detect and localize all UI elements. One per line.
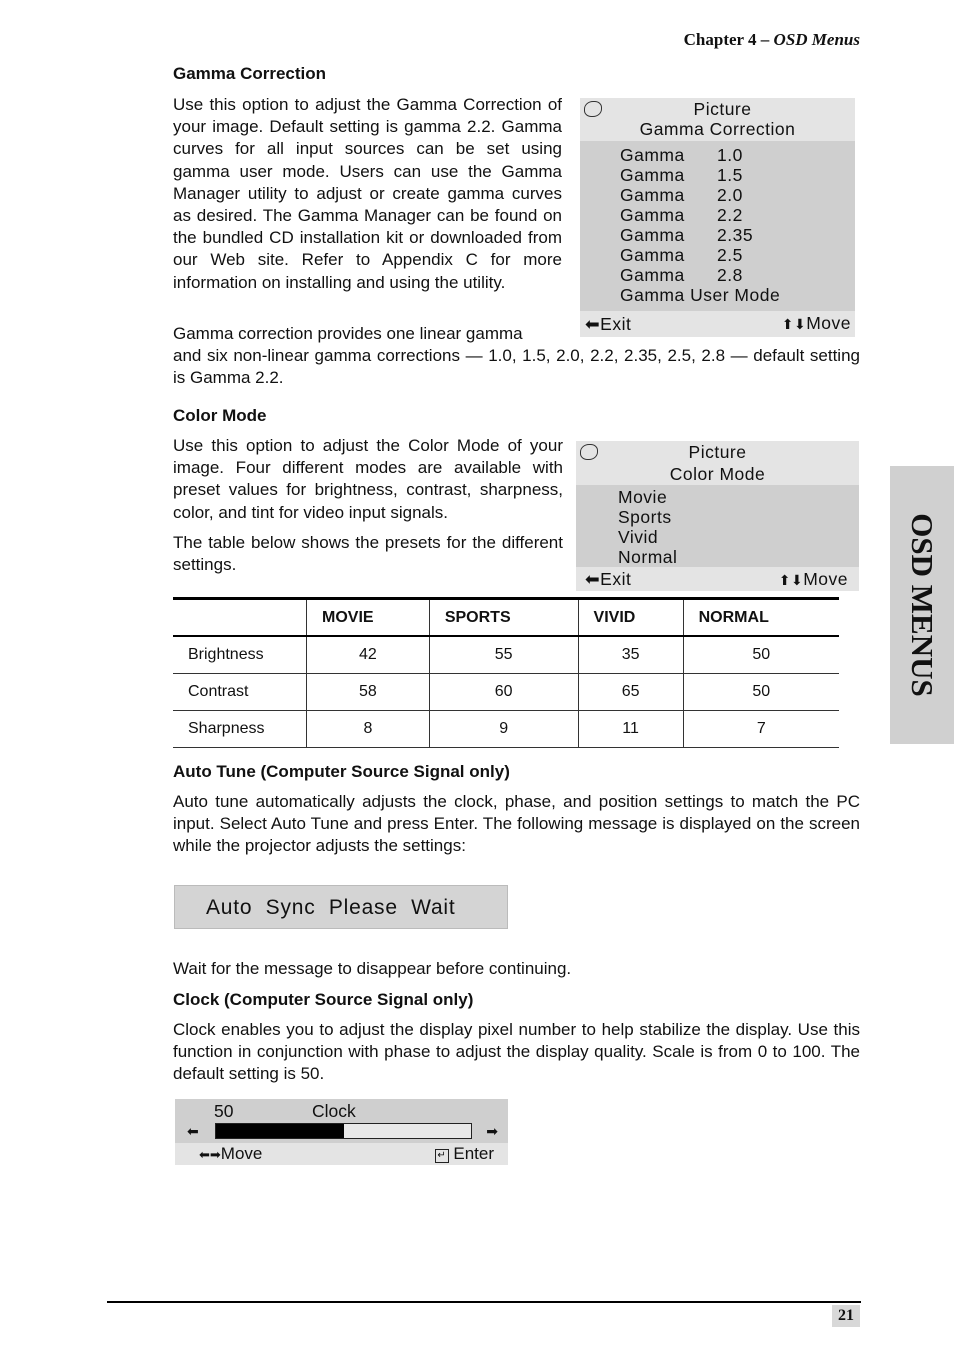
gamma-options-list <box>580 141 855 311</box>
auto-tune-paragraph: Auto tune automatically adjusts the clock, phase, and position settings to match the PC input. Select Auto Tune and press Enter. The following message is displayed on the screen while the projector adjusts the settings: <box>173 792 860 856</box>
move-hint: ⬅➡Move <box>199 1144 263 1163</box>
color-mode-osd-menu <box>576 441 859 591</box>
gamma-option[interactable]: Gamma 1.0 <box>620 145 743 165</box>
table-cell: 8 <box>307 711 430 748</box>
gamma-heading: Gamma Correction <box>173 64 327 83</box>
gamma-option[interactable]: Gamma 2.35 <box>620 225 754 245</box>
color-mode-option[interactable]: Movie <box>618 487 668 507</box>
color-mode-option[interactable]: Vivid <box>618 527 659 547</box>
table-cell: 42 <box>307 636 430 674</box>
table-header-row <box>173 599 839 637</box>
clock-slider-fill <box>216 1124 344 1138</box>
gamma-user-mode-option[interactable]: Gamma User Mode <box>620 285 781 305</box>
gamma-osd-menu <box>580 98 855 336</box>
enter-key-icon: ↵ <box>435 1149 449 1163</box>
clock-label: Clock <box>312 1101 356 1121</box>
color-mode-paragraph-2: The table below shows the presets for the different settings. <box>173 533 563 575</box>
gamma-option[interactable]: Gamma 2.8 <box>620 265 743 285</box>
gamma-option[interactable]: Gamma 2.2 <box>620 205 743 225</box>
clock-slider-track[interactable] <box>215 1123 472 1139</box>
left-right-arrows-icon: ⬅➡ <box>199 1147 221 1162</box>
gamma-option[interactable]: Gamma 2.5 <box>620 245 743 265</box>
gamma-paragraph-1: Use this option to adjust the Gamma Correction of your image. Default setting is gamma 2.2. Gamma curves for all input sources can be set using gamma user mode. Users can use the Gamma Manager utility to adjust or create gamma curves as desired. The Gamma Manager can be found on the bundled CD installation kit or downloaded from our Web site. Refer to Appendix C for more information on installing and using the utility. <box>173 95 562 292</box>
table-row <box>173 636 839 674</box>
table-cell: Sharpness <box>173 711 307 748</box>
palette-icon <box>580 444 598 460</box>
osd-subtitle: Gamma Correction <box>639 119 796 139</box>
clock-value: 50 <box>214 1101 234 1121</box>
color-mode-heading: Color Mode <box>173 406 267 425</box>
clock-paragraph: Clock enables you to adjust the display pixel number to help stabilize the display. Use this function in conjunction with phase to adjust the display quality. Scale is from 0 to 100. The default setting is 50. <box>173 1020 860 1084</box>
table-header-cell <box>173 599 307 637</box>
osd-header <box>576 441 859 485</box>
osd-title: Picture <box>693 99 752 119</box>
enter-hint: ↵ Enter <box>435 1144 494 1164</box>
table-header-cell: NORMAL <box>683 599 839 637</box>
osd-footer <box>576 567 859 591</box>
side-tab-label: OSD MENUS <box>905 513 940 697</box>
left-arrow-icon: ⬅ <box>585 314 601 334</box>
table-cell: 50 <box>683 674 839 711</box>
table-header-cell: VIVID <box>578 599 683 637</box>
table-header-cell: SPORTS <box>429 599 578 637</box>
auto-tune-heading: Auto Tune (Computer Source Signal only) <box>173 762 510 781</box>
footer-rule <box>107 1301 861 1303</box>
chapter-label: Chapter 4 – <box>683 30 770 49</box>
table-cell: Contrast <box>173 674 307 711</box>
table-cell: 50 <box>683 636 839 674</box>
auto-sync-message: Auto Sync Please Wait <box>206 896 456 919</box>
auto-tune-wait-note: Wait for the message to disappear before continuing. <box>173 959 572 978</box>
table-cell: 55 <box>429 636 578 674</box>
page-number: 21 <box>832 1305 860 1327</box>
color-mode-option[interactable]: Normal <box>618 547 678 567</box>
osd-footer <box>175 1143 508 1165</box>
table-cell: Brightness <box>173 636 307 674</box>
osd-header <box>580 98 855 141</box>
table-row <box>173 711 839 748</box>
auto-sync-message-box <box>174 885 508 929</box>
color-mode-options-list <box>576 485 859 567</box>
gamma-option[interactable]: Gamma 1.5 <box>620 165 743 185</box>
osd-footer <box>580 311 855 337</box>
up-down-arrows-icon: ⬆⬇ <box>778 572 804 588</box>
table-cell: 65 <box>578 674 683 711</box>
color-mode-paragraph-1: Use this option to adjust the Color Mode of your image. Four different modes are available with preset values for brightness, contrast, sharpness, color, and tint for video input signals. <box>173 436 563 522</box>
up-down-arrows-icon: ⬆⬇ <box>781 316 807 332</box>
right-arrow-icon[interactable]: ➡ <box>486 1123 498 1139</box>
clock-heading: Clock (Computer Source Signal only) <box>173 990 474 1009</box>
gamma-paragraph-2a: Gamma correction provides one linear gamma <box>173 324 523 343</box>
running-header <box>684 30 860 50</box>
table-cell: 9 <box>429 711 578 748</box>
table-cell: 11 <box>578 711 683 748</box>
clock-osd-slider <box>175 1099 508 1165</box>
section-side-tab <box>890 466 954 744</box>
gamma-option[interactable]: Gamma 2.0 <box>620 185 743 205</box>
exit-hint: ⬅Exit <box>585 314 632 334</box>
left-arrow-icon[interactable]: ⬅ <box>187 1123 199 1139</box>
table-cell: 7 <box>683 711 839 748</box>
gamma-paragraph-2b: and six non-linear gamma corrections — 1.0, 1.5, 2.0, 2.2, 2.35, 2.5, 2.8 — default setting is Gamma 2.2. <box>173 346 860 388</box>
osd-title: Picture <box>688 442 747 462</box>
table-row <box>173 674 839 711</box>
move-hint: ⬆⬇Move <box>778 569 848 589</box>
move-hint: ⬆⬇Move <box>781 313 851 333</box>
exit-hint: ⬅Exit <box>585 569 632 589</box>
palette-icon <box>584 101 602 117</box>
color-mode-presets-table <box>173 597 839 748</box>
osd-subtitle: Color Mode <box>669 464 766 484</box>
left-arrow-icon: ⬅ <box>585 569 601 589</box>
color-mode-option[interactable]: Sports <box>618 507 672 527</box>
table-header-cell: MOVIE <box>307 599 430 637</box>
table-cell: 60 <box>429 674 578 711</box>
chapter-title: OSD Menus <box>773 30 860 49</box>
table-cell: 35 <box>578 636 683 674</box>
table-cell: 58 <box>307 674 430 711</box>
